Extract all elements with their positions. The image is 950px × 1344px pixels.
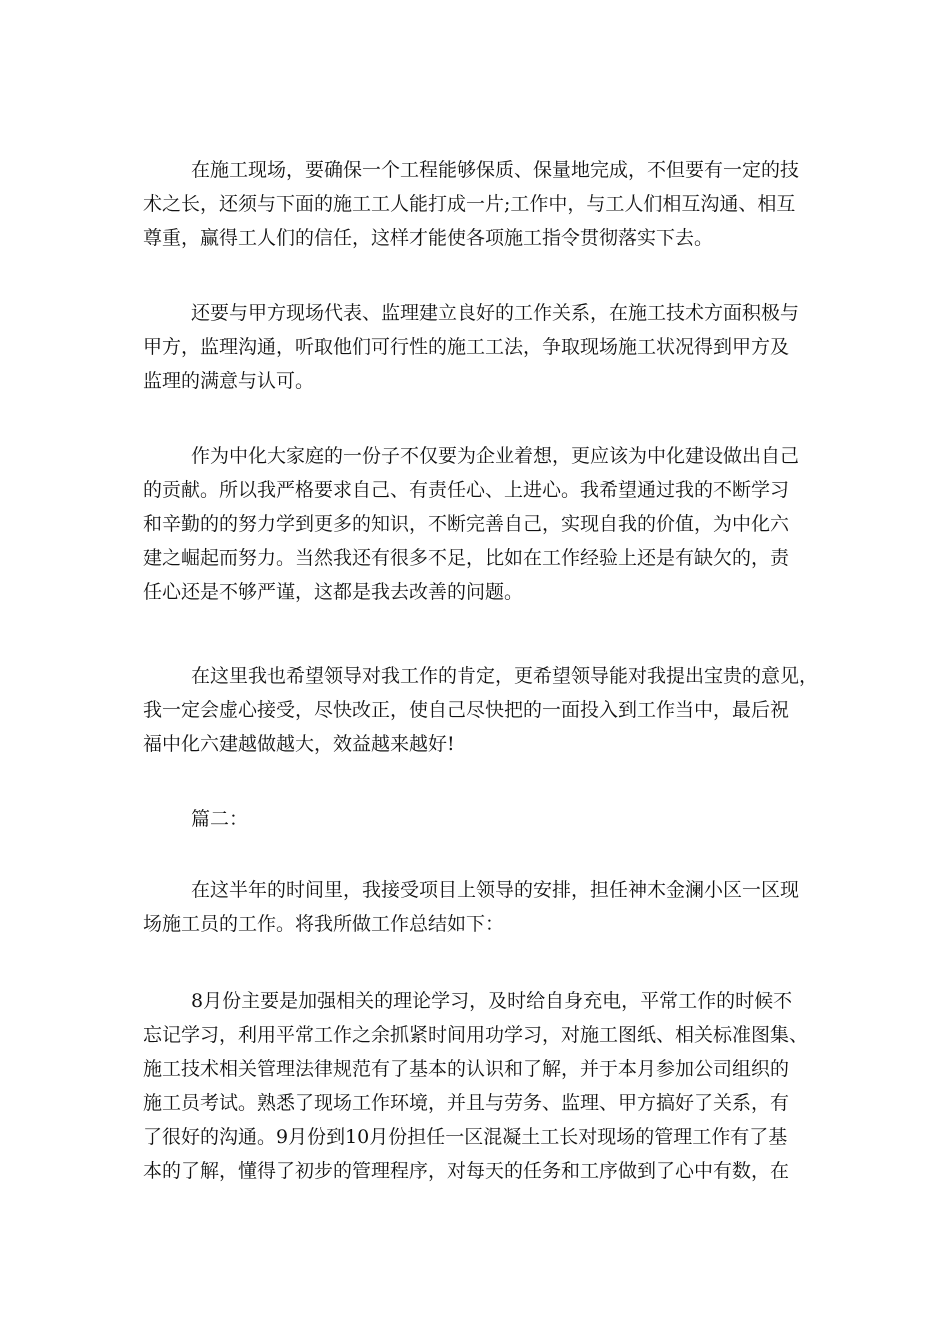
text-line: 了很好的沟通。9月份到10月份担任一区混凝土工长对现场的管理工作有了基 [143,1126,788,1148]
text-line: 8月份主要是加强相关的理论学习，及时给自身充电，平常工作的时候不 [191,990,793,1012]
section-heading-part-two [143,802,823,836]
text-line: 施工员考试。熟悉了现场工作环境，并且与劳务、监理、甲方搞好了关系，有 [143,1092,790,1114]
text-line: 监理的满意与认可。 [143,370,315,392]
text-line: 尊重，赢得工人们的信任，这样才能使各项施工指令贯彻落实下去。 [143,227,714,249]
text-line: 甲方，监理沟通，听取他们可行性的施工工法，争取现场施工状况得到甲方及 [143,336,790,358]
text-line: 场施工员的工作。将我所做工作总结如下： [143,913,505,935]
text-line: 在这里我也希望领导对我工作的肯定，更希望领导能对我提出宝贵的意见， [191,665,819,687]
text-line: 忘记学习，利用平常工作之余抓紧时间用功学习，对施工图纸、相关标准图集、 [143,1024,809,1046]
text-line: 在施工现场，要确保一个工程能够保质、保量地完成，不但要有一定的技 [191,159,800,181]
paragraph-client-relations [143,296,823,398]
text-line: 任心还是不够严谨，这都是我去改善的问题。 [143,581,524,603]
paragraph-site-work [143,153,823,255]
text-line: 在这半年的时间里，我接受项目上领导的安排，担任神木金澜小区一区现 [191,879,800,901]
text-line: 术之长，还须与下面的施工工人能打成一片;工作中，与工人们相互沟通、相互 [143,193,796,215]
paragraph-closing-wish [143,659,823,761]
text-line: 和辛勤的的努力学到更多的知识，不断完善自己，实现自我的价值，为中化六 [143,513,790,535]
text-line: 施工技术相关管理法律规范有了基本的认识和了解，并于本月参加公司组织的 [143,1058,790,1080]
paragraph-contribution [143,439,823,609]
section-heading: 篇二： [191,808,249,830]
paragraph-half-year-intro [143,873,823,941]
text-line: 我一定会虚心接受，尽快改正，使自己尽快把的一面投入到工作当中，最后祝 [143,699,790,721]
text-line: 本的了解，懂得了初步的管理程序，对每天的任务和工序做到了心中有数，在 [143,1160,790,1182]
text-line: 建之崛起而努力。当然我还有很多不足，比如在工作经验上还是有缺欠的，责 [143,547,790,569]
paragraph-monthly-summary [143,984,823,1188]
text-line: 福中化六建越做越大，效益越来越好! [143,733,455,755]
text-line: 作为中化大家庭的一份子不仅要为企业着想，更应该为中化建设做出自己 [191,445,800,467]
text-line: 的贡献。所以我严格要求自己、有责任心、上进心。我希望通过我的不断学习 [143,479,790,501]
text-line: 还要与甲方现场代表、监理建立良好的工作关系，在施工技术方面积极与 [191,302,800,324]
